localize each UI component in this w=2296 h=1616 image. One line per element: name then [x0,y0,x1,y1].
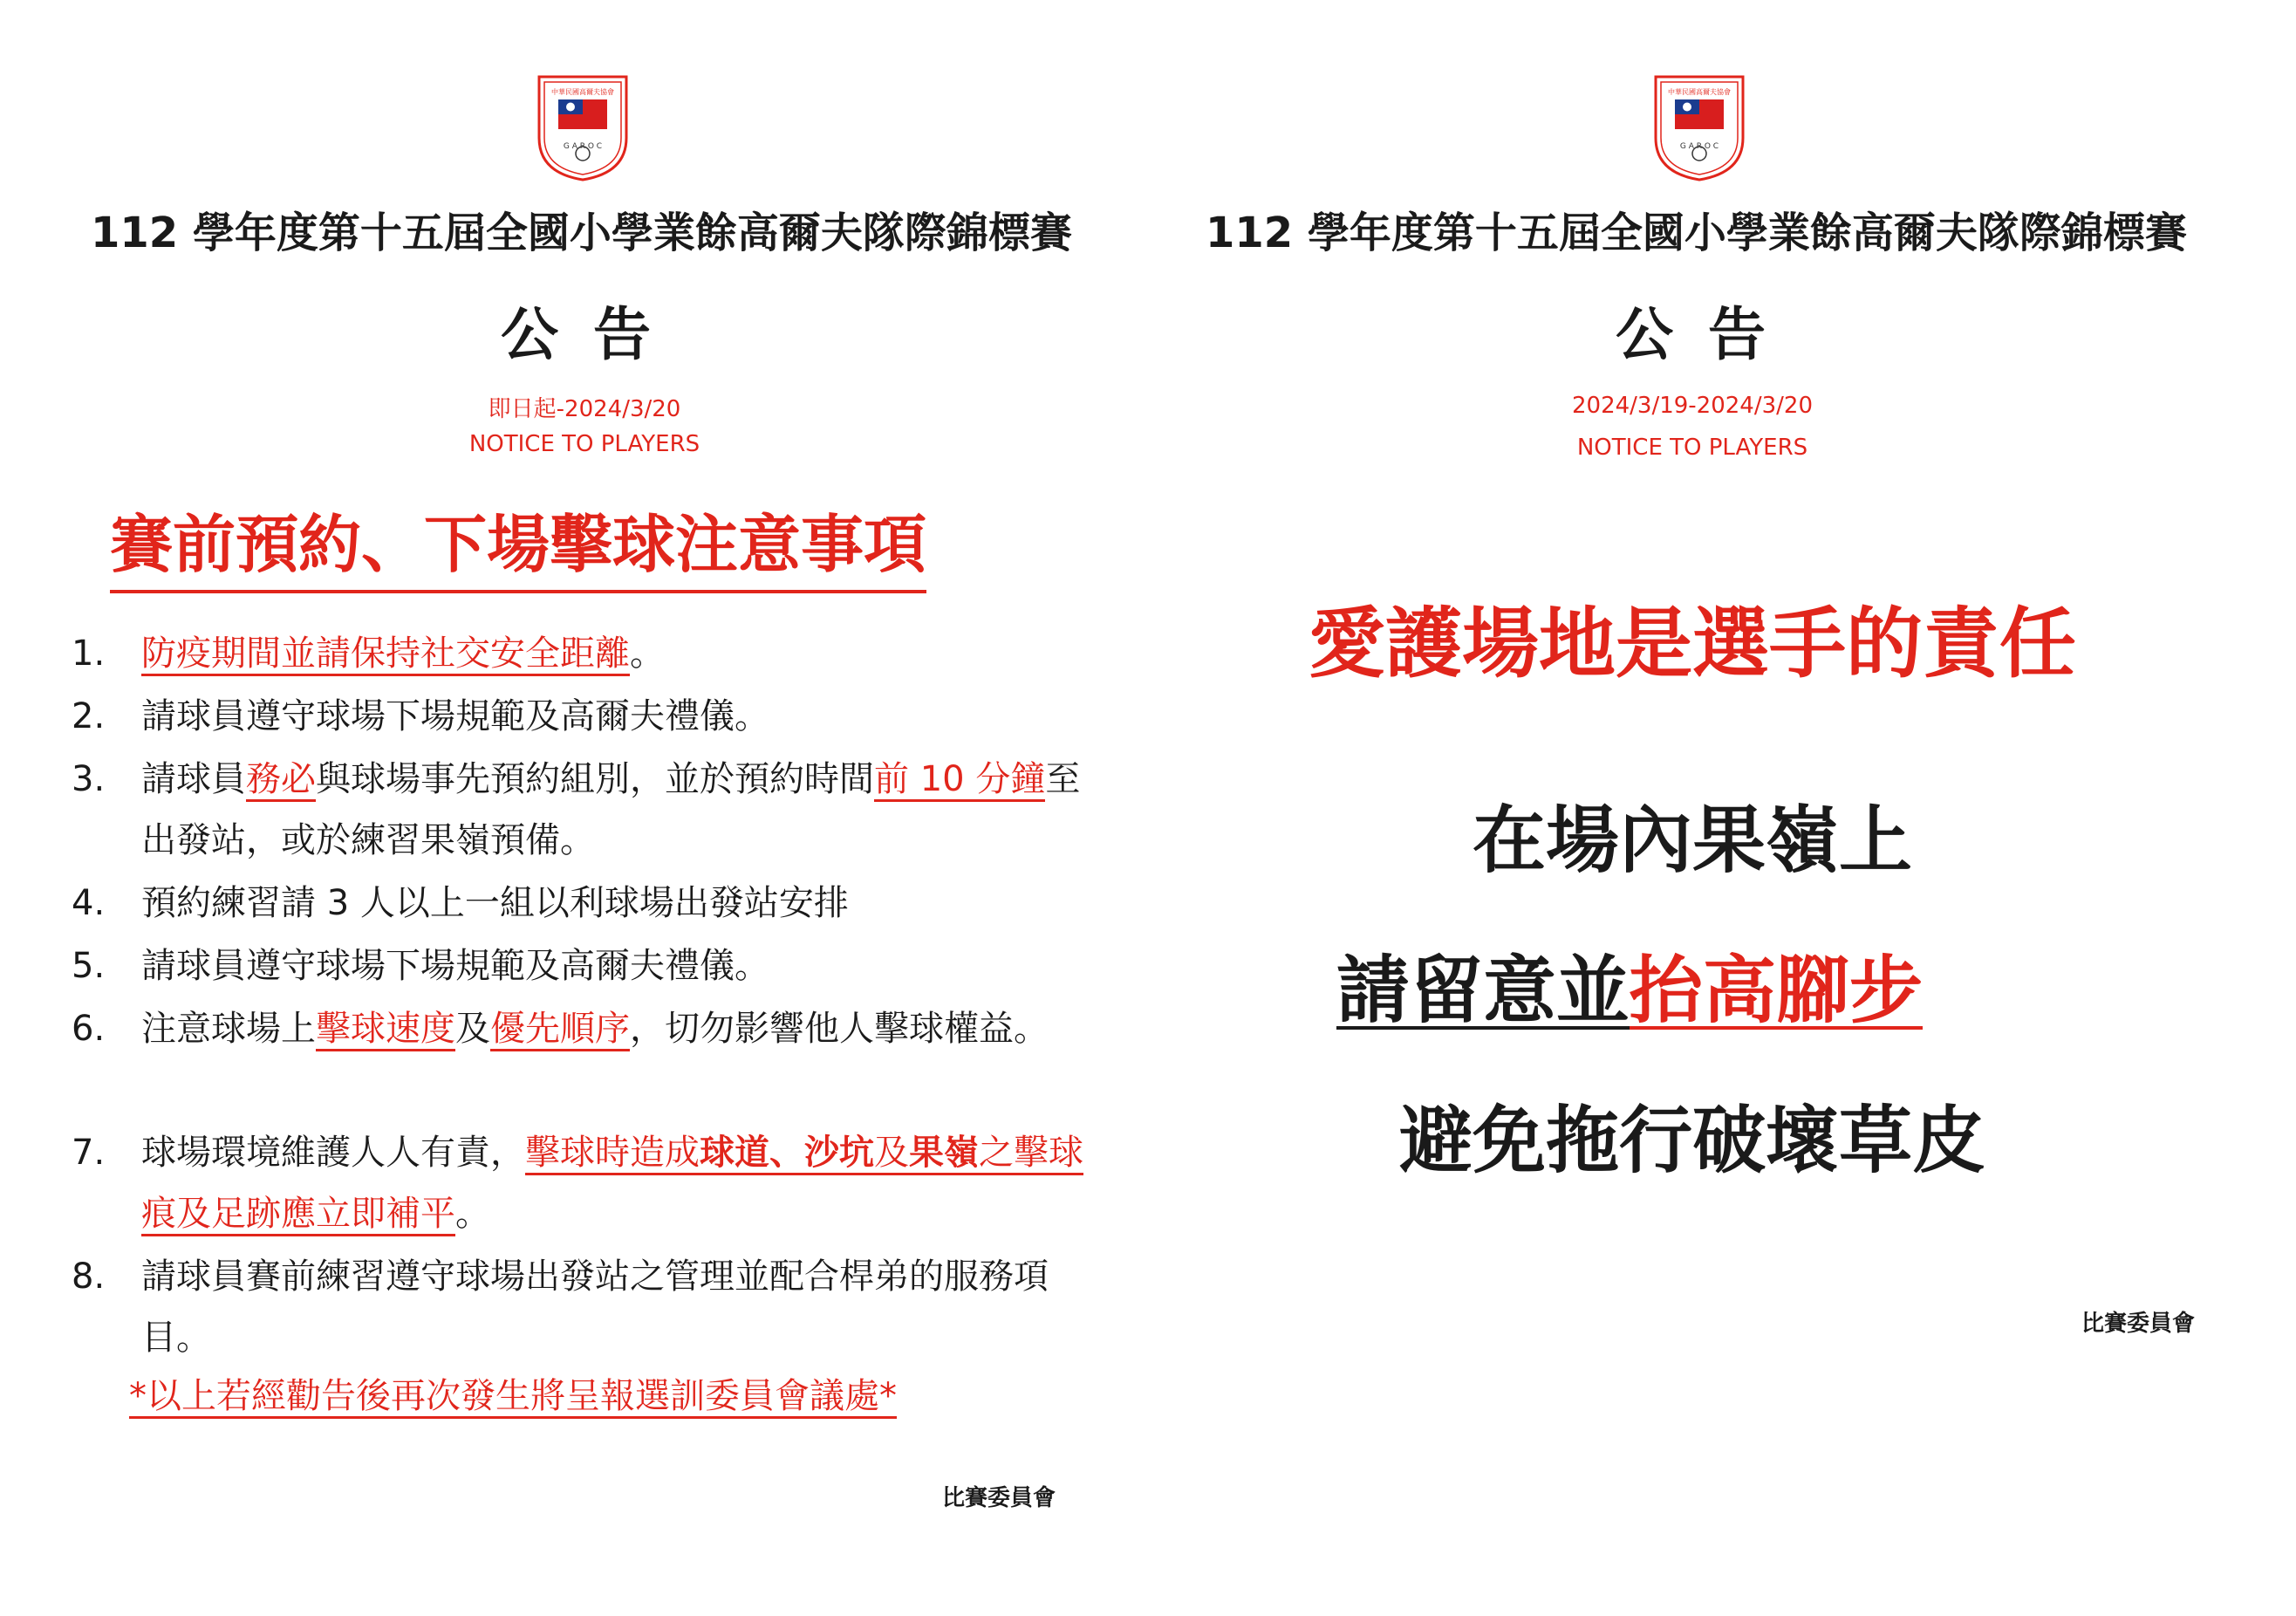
right-event-title: 112 學年度第十五屆全國小學業餘高爾夫隊際錦標賽 [1206,209,2187,257]
left-heading [110,494,926,593]
svg-text:中華民國高爾夫協會: 中華民國高爾夫協會 [551,88,614,96]
right-line-2-red: 抬高腳步 [1630,932,1923,1030]
right-line-2-black: 請留意並 [1336,948,1630,1033]
right-date-range: 2024/3/19-2024/3/20 [1571,393,1813,419]
list-item-segment: 球道、沙坑 [700,1133,874,1175]
list-item-segment: 與球場事先預約組別，並於預約時間 [316,759,874,799]
list-item-text [141,749,1101,871]
list-item: 8. 請球員賽前練習遵守球場出發站之管理並配合桿弟的服務項目。 [72,1246,1145,1368]
right-slogan: 愛護場地是選手的責任 [1308,599,2076,688]
list-item-segment: 務必 [246,759,316,802]
left-notice-label: NOTICE TO PLAYERS [468,431,700,457]
garoc-logo-icon [1647,70,1752,183]
list-item-text [141,873,1136,934]
right-announcement-heading: 公告 [1616,301,1801,368]
left-date-range: 即日起-2024/3/20 [488,396,681,422]
left-event-title: 112 學年度第十五屆全國小學業餘高爾夫隊際錦標賽 [91,209,1072,257]
right-committee: 比賽委員會 [2081,1311,2196,1337]
list-item-segment: 防疫期間並請保持社交安全距離 [141,633,630,676]
list-item: 2. 請球員遵守球場下場規範及高爾夫禮儀。 [72,686,1145,747]
list-item: 5. 請球員遵守球場下場規範及高爾夫禮儀。 [72,935,1145,996]
list-item: 6. 注意球場上擊球速度及優先順序，切勿影響他人擊球權益。 [72,998,1145,1120]
list-item-text [141,1246,1101,1368]
list-item-segment: 請球員遵守球場下場規範及高爾夫禮儀。 [141,696,769,736]
list-item-segment: 請球員 [141,759,246,799]
list-item: 1. 防疫期間並請保持社交安全距離。 [72,623,1145,684]
list-item: 4. 預約練習請 3 人以上一組以利球場出發站安排 [72,873,1145,934]
list-item-segment: 。 [455,1194,490,1234]
list-item: 7. 球場環境維護人人有責，擊球時造成球道、沙坑及果嶺之擊球痕及足跡應立即補平。 [72,1122,1145,1244]
left-heading-text: 賽前預約、下場擊球注意事項 [110,494,926,593]
list-item: 3. 請球員務必與球場事先預約組別，並於預約時間前 10 分鐘至出發站，或於練習果嶺預備。 [72,749,1145,871]
list-item-segment: 及 [455,1009,490,1049]
list-item-segment: 擊球時造成 [525,1133,700,1175]
svg-text:G A R O C: G A R O C [1679,142,1719,151]
left-warning [129,1368,897,1418]
list-item-segment: ，切勿影響他人擊球權益。 [630,1009,1049,1049]
list-item-segment: 擊球速度 [316,1009,455,1051]
list-item-segment: 。 [630,633,665,674]
left-warning-text: *以上若經勸告後再次發生將呈報選訓委員會議處* [129,1376,897,1419]
list-item-segment: 注意球場上 [141,1009,316,1049]
svg-text:中華民國高爾夫協會: 中華民國高爾夫協會 [1668,88,1731,96]
list-item-text [141,623,1136,684]
right-line-1: 在場內果嶺上 [1472,798,1912,883]
list-item-segment: 預約練習請 3 人以上一組以利球場出發站安排 [141,883,849,923]
list-item-text [141,686,1136,747]
list-item-segment: 果嶺 [909,1133,979,1175]
list-item-text [141,1122,1101,1244]
garoc-logo-icon [530,70,635,183]
list-item-segment: 優先順序 [490,1009,630,1051]
left-announcement-heading: 公告 [501,301,686,368]
svg-text:G A R O C: G A R O C [563,142,603,151]
list-item-segment: 至出發站，或於練習果嶺預備。 [141,759,1081,860]
list-item-segment: 請球員賽前練習遵守球場出發站之管理並配合桿弟的服務項目。 [141,1257,1049,1358]
list-item-segment: 前 10 分鐘 [874,759,1045,802]
list-item-segment: 請球員遵守球場下場規範及高爾夫禮儀。 [141,946,769,986]
rules-list [72,623,1145,1461]
right-line-3: 避免拖行破壞草皮 [1398,1098,1985,1183]
list-item-segment: 之擊球痕及足跡應立即補平 [141,1133,1083,1236]
left-committee: 比賽委員會 [942,1485,1056,1511]
right-notice-label: NOTICE TO PLAYERS [1576,435,1808,461]
list-item-segment: 及 [874,1133,909,1175]
list-item-segment: 球場環境維護人人有責， [141,1133,525,1173]
list-item-text [141,998,1101,1059]
list-item-text [141,935,1136,996]
right-line-2 [1336,932,1924,1033]
